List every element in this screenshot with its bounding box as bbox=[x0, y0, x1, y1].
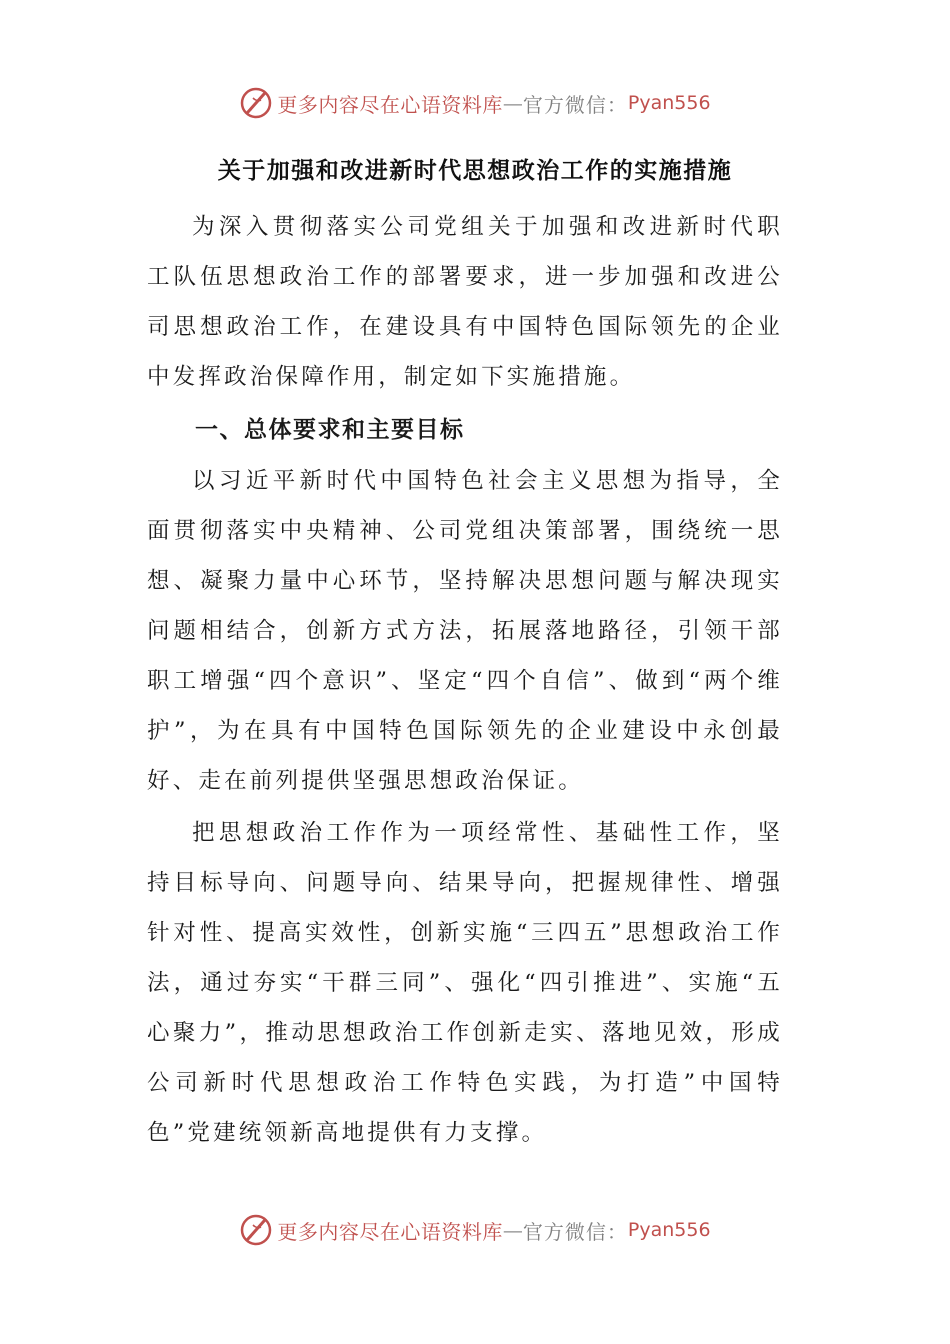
body-paragraph: 把思想政治工作作为一项经常性、基础性工作，坚持目标导向、问题导向、结果导向，把握规律性、增强针对性、提高实效性，创新实施“三四五”思想政治工作法，通过夯实“干群三同”、强化“四引推进”、实施“五心聚力”，推动思想政治工作创新走实、落地见效，形成公司新时代思想政治工作特色实践，为打造”中国特色”党建统领新高地提供有力支撑。 bbox=[147, 820, 783, 1146]
banner-official-label: 官方微信： bbox=[522, 1219, 628, 1244]
banner-official-label: 官方微信： bbox=[522, 92, 628, 117]
pen-logo-icon bbox=[239, 86, 273, 120]
banner-wechat-id: Pyan556 bbox=[627, 1219, 711, 1241]
pen-logo-icon bbox=[239, 1213, 273, 1247]
body-paragraph: 以习近平新时代中国特色社会主义思想为指导，全面贯彻落实中央精神、公司党组决策部署，围绕统一思想、凝聚力量中心环节，坚持解决思想问题与解决现实问题相结合，创新方式方法，拓展落地路径，引领干部职工增强“四个意识”、坚定“四个自信”、做到“两个维护”，为在具有中国特色国际领先的企业建设中永创最好、走在前列提供坚强思想政治保证。 bbox=[147, 468, 783, 794]
section-heading: 一、总体要求和主要目标 bbox=[195, 416, 465, 443]
footer-banner bbox=[0, 1210, 950, 1250]
banner-brand-text: 更多内容尽在心语资料库 bbox=[277, 92, 503, 117]
header-banner bbox=[0, 83, 950, 123]
banner-separator: — bbox=[502, 91, 523, 115]
document-title: 关于加强和改进新时代思想政治工作的实施措施 bbox=[217, 157, 733, 184]
banner-wechat-id: Pyan556 bbox=[627, 92, 711, 114]
banner-brand-text: 更多内容尽在心语资料库 bbox=[277, 1219, 503, 1244]
intro-paragraph: 为深入贯彻落实公司党组关于加强和改进新时代职工队伍思想政治工作的部署要求，进一步加强和改进公司思想政治工作，在建设具有中国特色国际领先的企业中发挥政治保障作用，制定如下实施措施。 bbox=[147, 214, 783, 390]
banner-separator: — bbox=[502, 1218, 523, 1242]
